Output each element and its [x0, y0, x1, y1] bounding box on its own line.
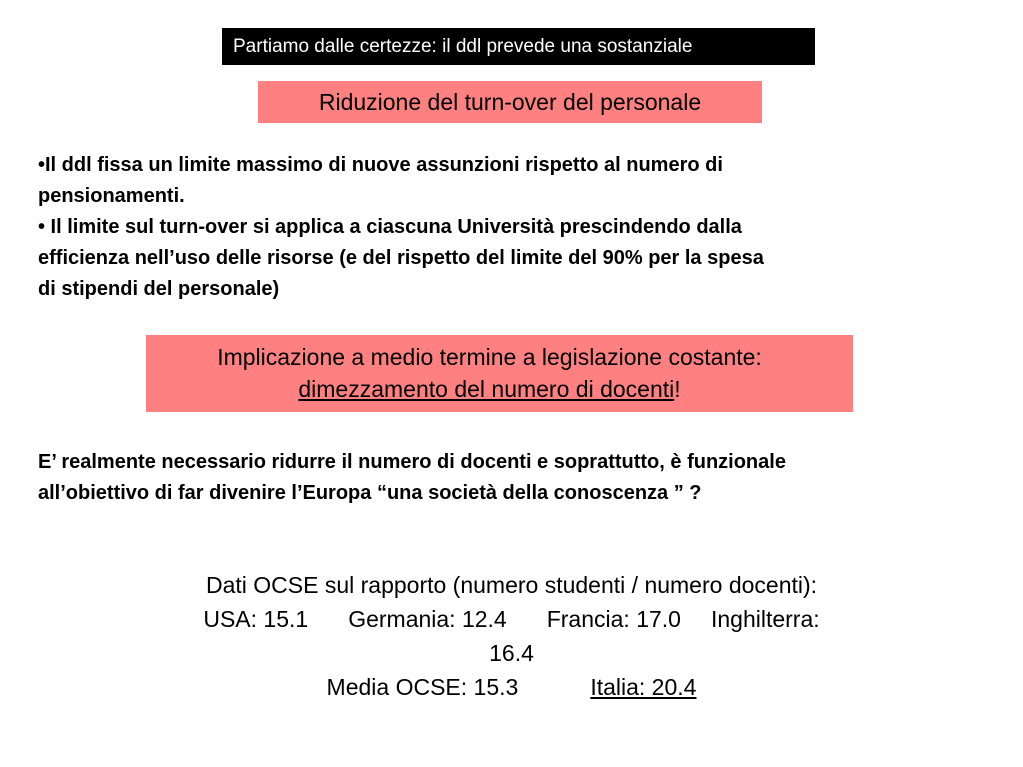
implication-callout — [146, 335, 853, 412]
implication-suffix: ! — [674, 376, 681, 402]
ocse-usa: USA: 15.1 — [203, 606, 309, 632]
ocse-heading: Dati OCSE sul rapporto (numero studenti / numero docenti): — [205, 572, 818, 598]
ocse-inghilterra-label: Inghilterra: — [710, 606, 820, 632]
bullet-list — [38, 150, 998, 305]
bullet-1-line-2: pensionamenti. — [38, 185, 185, 207]
implication-underlined-text: dimezzamento del numero di docenti — [298, 376, 675, 402]
ocse-germania: Germania: 12.4 — [348, 606, 507, 632]
implication-line-1: Implicazione a medio termine a legislazione costante: — [217, 344, 762, 370]
bullet-2-line-1: • Il limite sul turn-over si applica a ciascuna Università prescindendo dalla — [38, 216, 742, 238]
ocse-data-block — [0, 568, 1023, 704]
bullet-2-line-3: di stipendi del personale) — [38, 278, 280, 300]
ocse-italia: Italia: 20.4 — [590, 674, 697, 700]
question-line-1: E’ realmente necessario ridurre il numero di docenti e soprattutto, è funzionale — [38, 451, 786, 473]
ocse-media-line — [0, 670, 1023, 704]
bullet-1-line-1: •Il ddl fissa un limite massimo di nuove assunzioni rispetto al numero di — [38, 154, 723, 176]
implication-line-2 — [146, 373, 833, 405]
ocse-inghilterra-value: 16.4 — [489, 640, 534, 666]
slide-title: Partiamo dalle certezze: il ddl prevede una sostanziale — [222, 28, 815, 65]
question-line-2: all’obiettivo di far divenire l’Europa “una società della conoscenza ” ? — [38, 482, 702, 504]
bullet-2-line-2: efficienza nell’uso delle risorse (e del rispetto del limite del 90% per la spesa — [38, 247, 764, 269]
slide-subtitle: Riduzione del turn-over del personale — [258, 81, 762, 123]
ocse-francia: Francia: 17.0 — [546, 606, 681, 632]
question-paragraph — [38, 447, 1023, 509]
ocse-countries-line — [0, 602, 1023, 636]
ocse-media: Media OCSE: 15.3 — [326, 674, 519, 700]
